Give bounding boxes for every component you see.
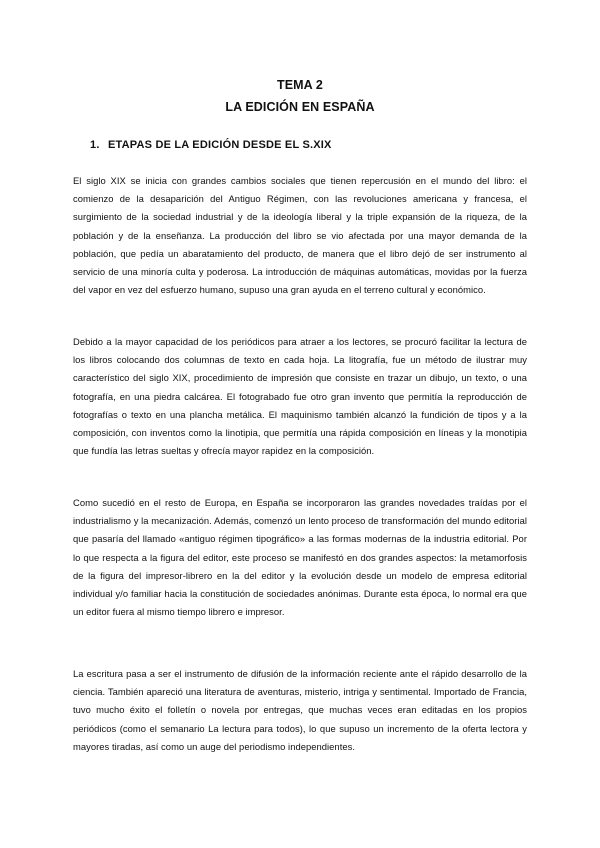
section-number: 1. xyxy=(90,139,100,151)
title-block xyxy=(0,74,600,118)
section-heading xyxy=(90,138,332,152)
paragraph-1: El siglo XIX se inicia con grandes cambios sociales que tienen repercusión en el mundo del libro: el comienzo de la desaparición del Antiguo Régimen, con las revoluciones americana y francesa, el surgimiento de la sociedad industrial y de la ideología liberal y la triple expansión de la riqueza, de la población y de la enseñanza. La producción del libro se vio afectada por una mayor demanda de la población, que pedía un abaratamiento del producto, de manera que el libro dejó de ser instrumento al servicio de una minoría culta y poderosa. La introducción de máquinas automáticas, movidas por la fuerza del vapor en vez del esfuerzo humano, supuso una gran ayuda en el terreno cultural y económico. xyxy=(73,175,527,296)
section-title: ETAPAS DE LA EDICIÓN DESDE EL S.XIX xyxy=(108,139,332,151)
paragraph-4: La escritura pasa a ser el instrumento de difusión de la información reciente ante el rápido desarrollo de la ciencia. También apareció una literatura de aventuras, misterio, intriga y sentimental. Importado de Francia, tuvo mucho éxito el folletín o novela por entregas, que muchas veces eran editadas en los propios periódicos (como el semanario La lectura para todos), lo que supuso un incremento de la oferta lectora y mayores tiradas, así como un auge del periodismo independientes. xyxy=(73,668,527,752)
theme-label: TEMA 2 xyxy=(277,78,323,92)
paragraph-3: Como sucedió en el resto de Europa, en España se incorporaron las grandes novedades traídas por el industrialismo y la mecanización. Además, comenzó un lento proceso de transformación del mundo editorial que pasaría del llamado «antiguo régimen tipográfico» a las formas modernas de la industria editorial. Por lo que respecta a la figura del editor, este proceso se manifestó en dos grandes aspectos: la metamorfosis de la figura del impresor-librero en la del editor y la evolución desde un modelo de empresa editorial individual y/o familiar hacia la constitución de sociedades anónimas. Durante esta época, lo normal era que un editor fuera al mismo tiempo librero e impresor. xyxy=(73,497,527,618)
paragraph-2: Debido a la mayor capacidad de los periódicos para atraer a los lectores, se procuró facilitar la lectura de los libros colocando dos columnas de texto en cada hoja. La litografía, fue un método de ilustrar muy característico del siglo XIX, procedimiento de impresión que consiste en trazar un dibujo, un texto, o una fotografía, en una piedra calcárea. El fotograbado fue otro gran invento que permitía la reproducción de fotografías o texto en una plancha metálica. El maquinismo también alcanzó la fundición de tipos y a la composición, con inventos como la linotipia, que permitía una rápida composición en líneas y la monotipia que fundía las letras sueltas y ofrecía mayor rapidez en la composición. xyxy=(73,336,527,457)
theme-title: LA EDICIÓN EN ESPAÑA xyxy=(225,100,375,114)
